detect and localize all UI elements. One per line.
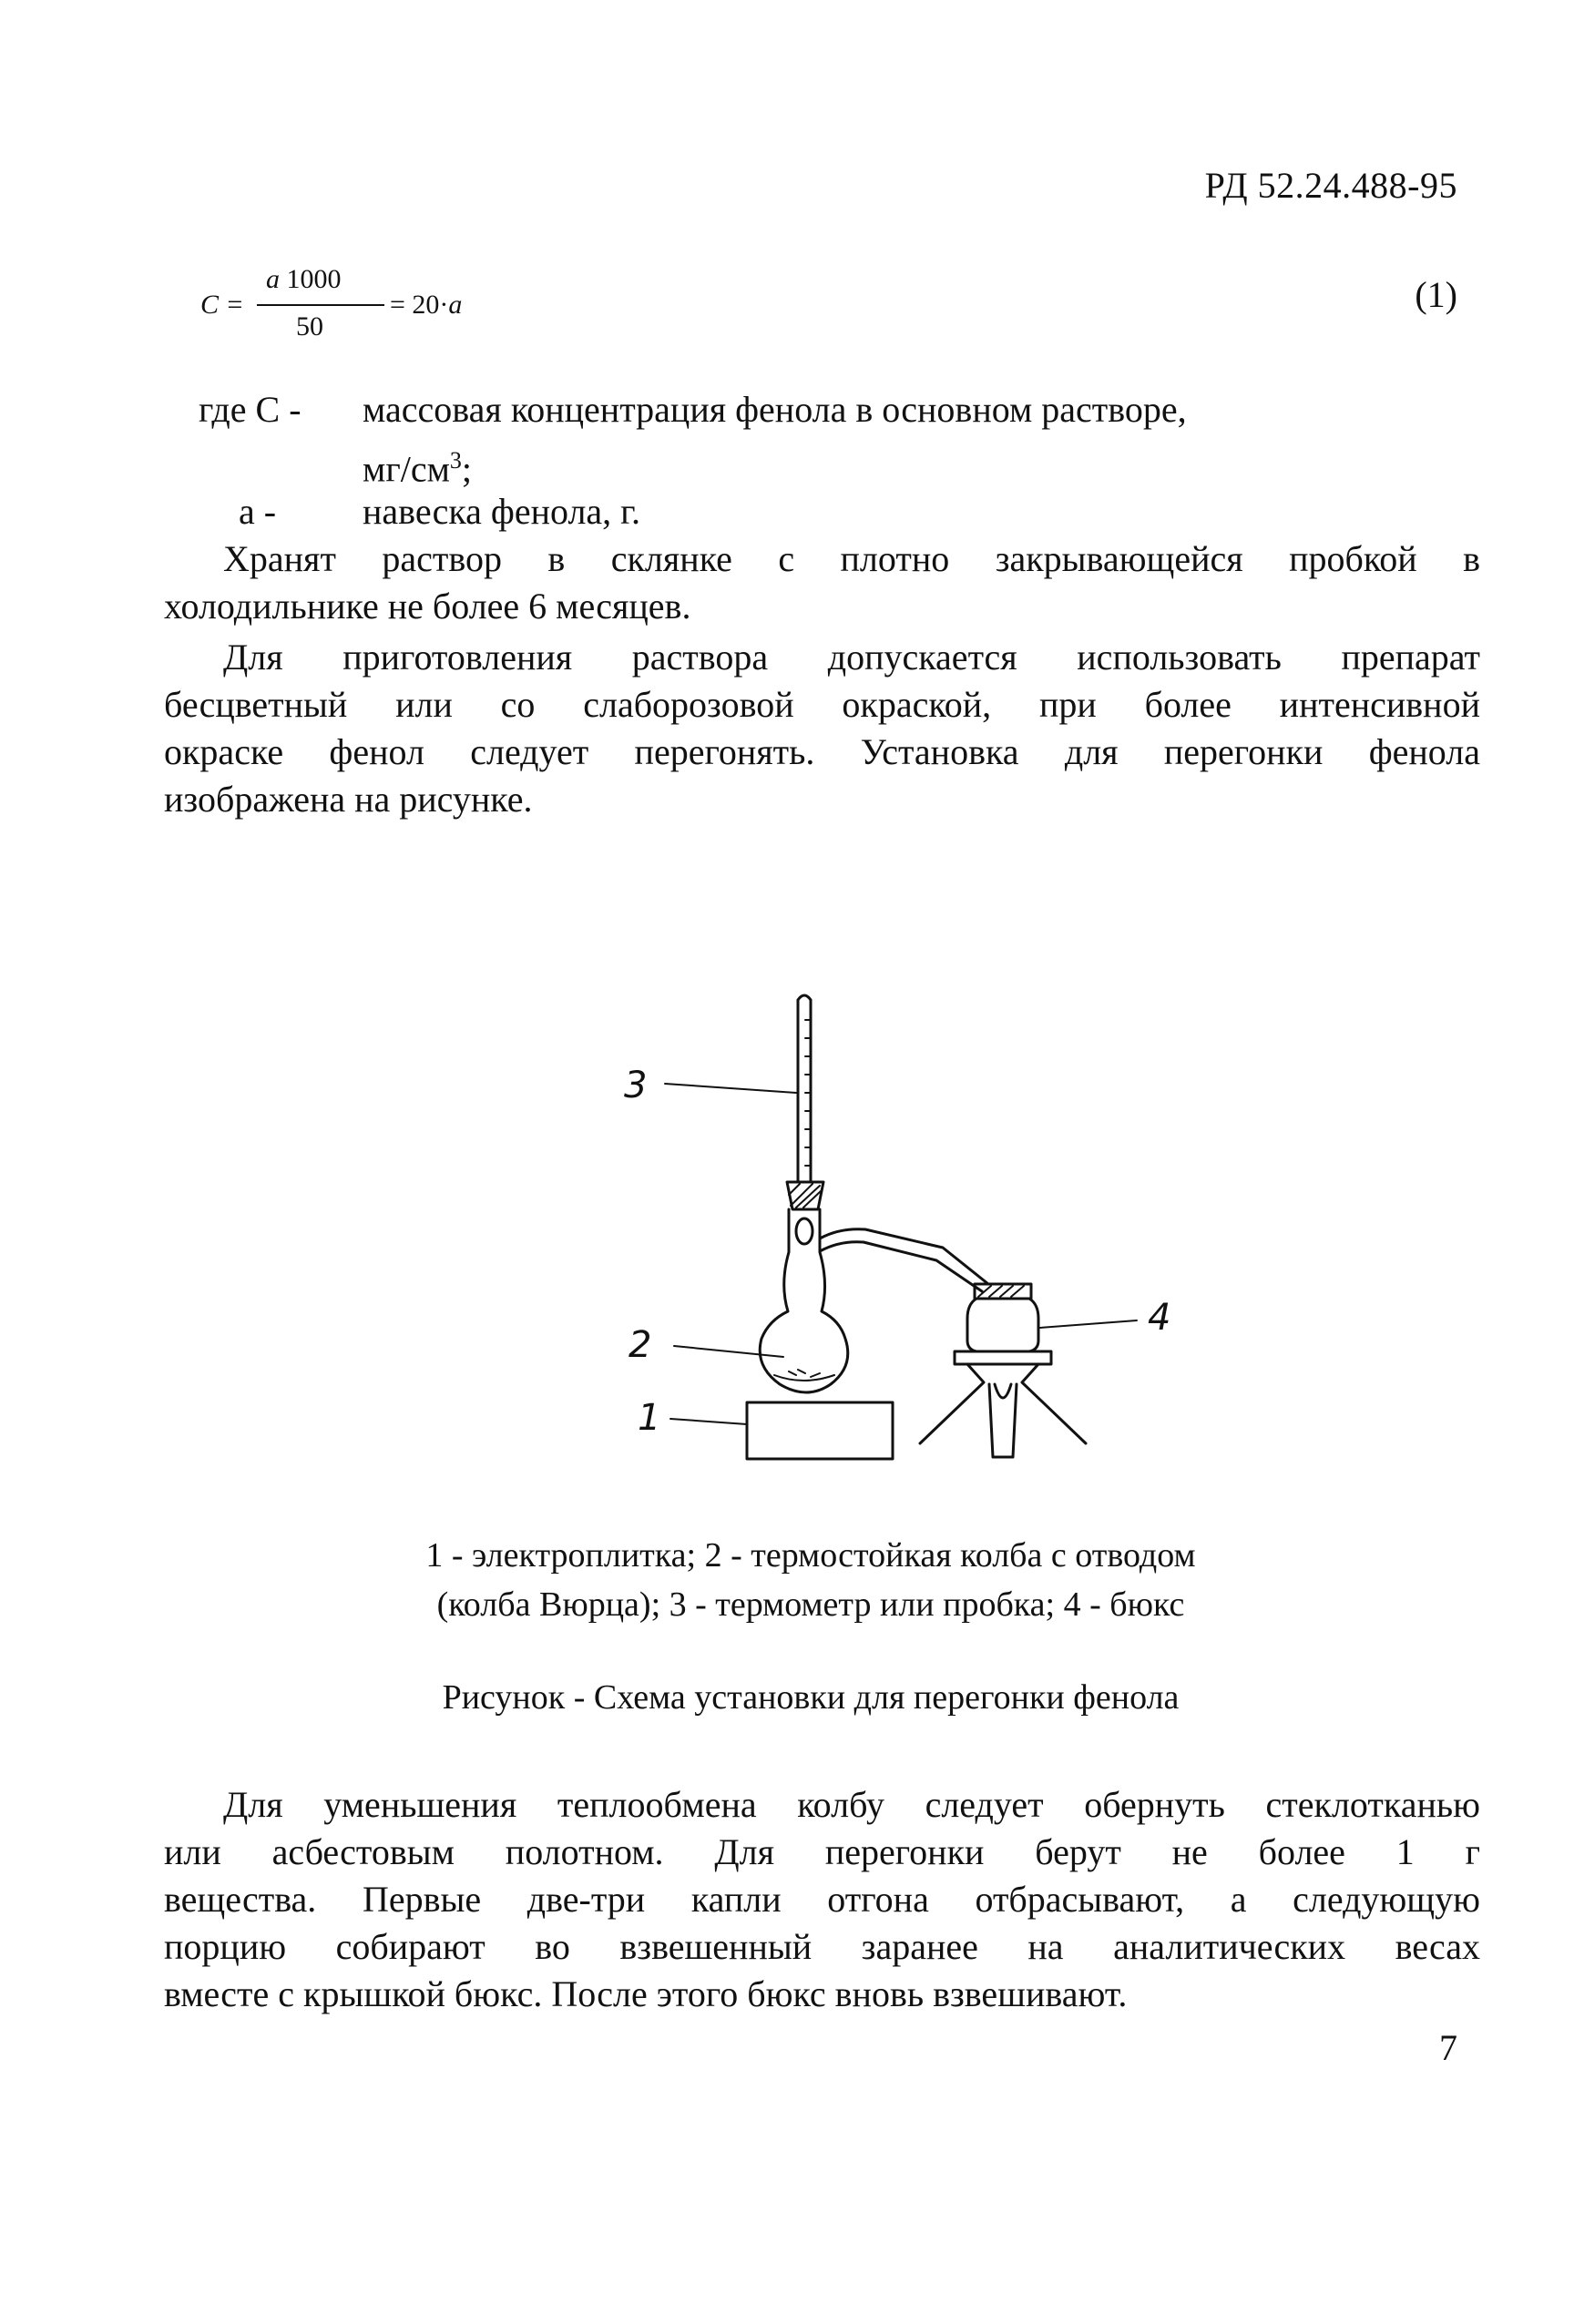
formula	[200, 264, 510, 346]
paragraph-1-line-1: Хранят раствор в склянке с плотно закрывающейся пробкой в	[223, 538, 1480, 579]
paragraph-3-line-5: вместе с крышкой бюкс. После этого бюкс вновь взвешивают.	[164, 1973, 1128, 2014]
legend-c-unit-end: ;	[461, 448, 473, 490]
label-3-leader	[665, 1084, 796, 1093]
paragraph-3-line-4: порцию собирают во взвешенный заранее на аналитических весах	[164, 1926, 1480, 1967]
paragraph-3-line-3: вещества. Первые две-три капли отгона отбрасывают, а следующую	[164, 1879, 1480, 1920]
label-4-leader	[1040, 1320, 1137, 1328]
figure-legend-line-2: (колба Вюрца); 3 - термометр или пробка; 4 - бюкс	[436, 1585, 1185, 1624]
legend-a-symbol: а -	[239, 491, 277, 532]
distillation-apparatus-figure	[601, 984, 1202, 1503]
formula-rhs-var: a	[448, 290, 463, 320]
fraction-bar	[257, 304, 384, 306]
figure-label-4: 4	[1148, 1297, 1171, 1339]
formula-numerator	[266, 264, 342, 295]
paragraph-2-line-3: окраске фенол следует перегонять. Установка для перегонки фенола	[164, 731, 1480, 772]
paragraph-2-line-4: изображена на рисунке.	[164, 779, 533, 820]
weighing-bottle	[967, 1284, 1038, 1351]
legend-c-unit-sup: 3	[449, 447, 462, 474]
formula-lhs: C =	[200, 290, 244, 320]
paragraph-1-line-2: холодильнике не более 6 месяцев.	[164, 586, 691, 627]
paragraph-3-line-2: или асбестовым полотном. Для перегонки берут не более 1 г	[164, 1831, 1480, 1872]
paragraph-3-line-1: Для уменьшения теплообмена колбу следует обернуть стеклотканью	[223, 1784, 1480, 1825]
legend-c-symbol: где С -	[199, 389, 302, 430]
formula-rhs	[390, 290, 462, 321]
tripod-stand	[920, 1351, 1086, 1457]
legend-c-unit-text: мг/см	[363, 448, 450, 490]
paragraph-2-line-2: бесцветный или со слаборозовой окраской, при более интенсивной	[164, 684, 1480, 725]
formula-number: (1)	[1415, 274, 1457, 315]
page-number: 7	[1439, 2027, 1457, 2068]
label-1-leader	[670, 1419, 747, 1424]
formula-numerator-num: 1000	[286, 264, 342, 294]
legend-c-text: массовая концентрация фенола в основном растворе,	[363, 389, 1187, 430]
formula-rhs-const: = 20·	[390, 290, 449, 320]
formula-numerator-var: a	[266, 264, 280, 294]
document-id: РД 52.24.488-95	[1204, 165, 1457, 206]
legend-a-text: навеска фенола, г.	[363, 491, 641, 532]
paragraph-2-line-1: Для приготовления раствора допускается использовать препарат	[223, 637, 1480, 678]
figure-legend-line-1: 1 - электроплитка; 2 - термостойкая колба с отводом	[425, 1536, 1196, 1575]
figure-caption: Рисунок - Схема установки для перегонки фенола	[442, 1678, 1180, 1717]
figure-label-2: 2	[629, 1324, 652, 1366]
label-2-leader	[674, 1346, 783, 1357]
figure-label-1: 1	[638, 1397, 661, 1439]
legend-c-unit	[363, 437, 472, 493]
formula-denominator: 50	[296, 311, 323, 341]
flask-stopper	[787, 1182, 823, 1209]
figure-label-3: 3	[624, 1065, 648, 1106]
hot-plate	[747, 1402, 893, 1459]
